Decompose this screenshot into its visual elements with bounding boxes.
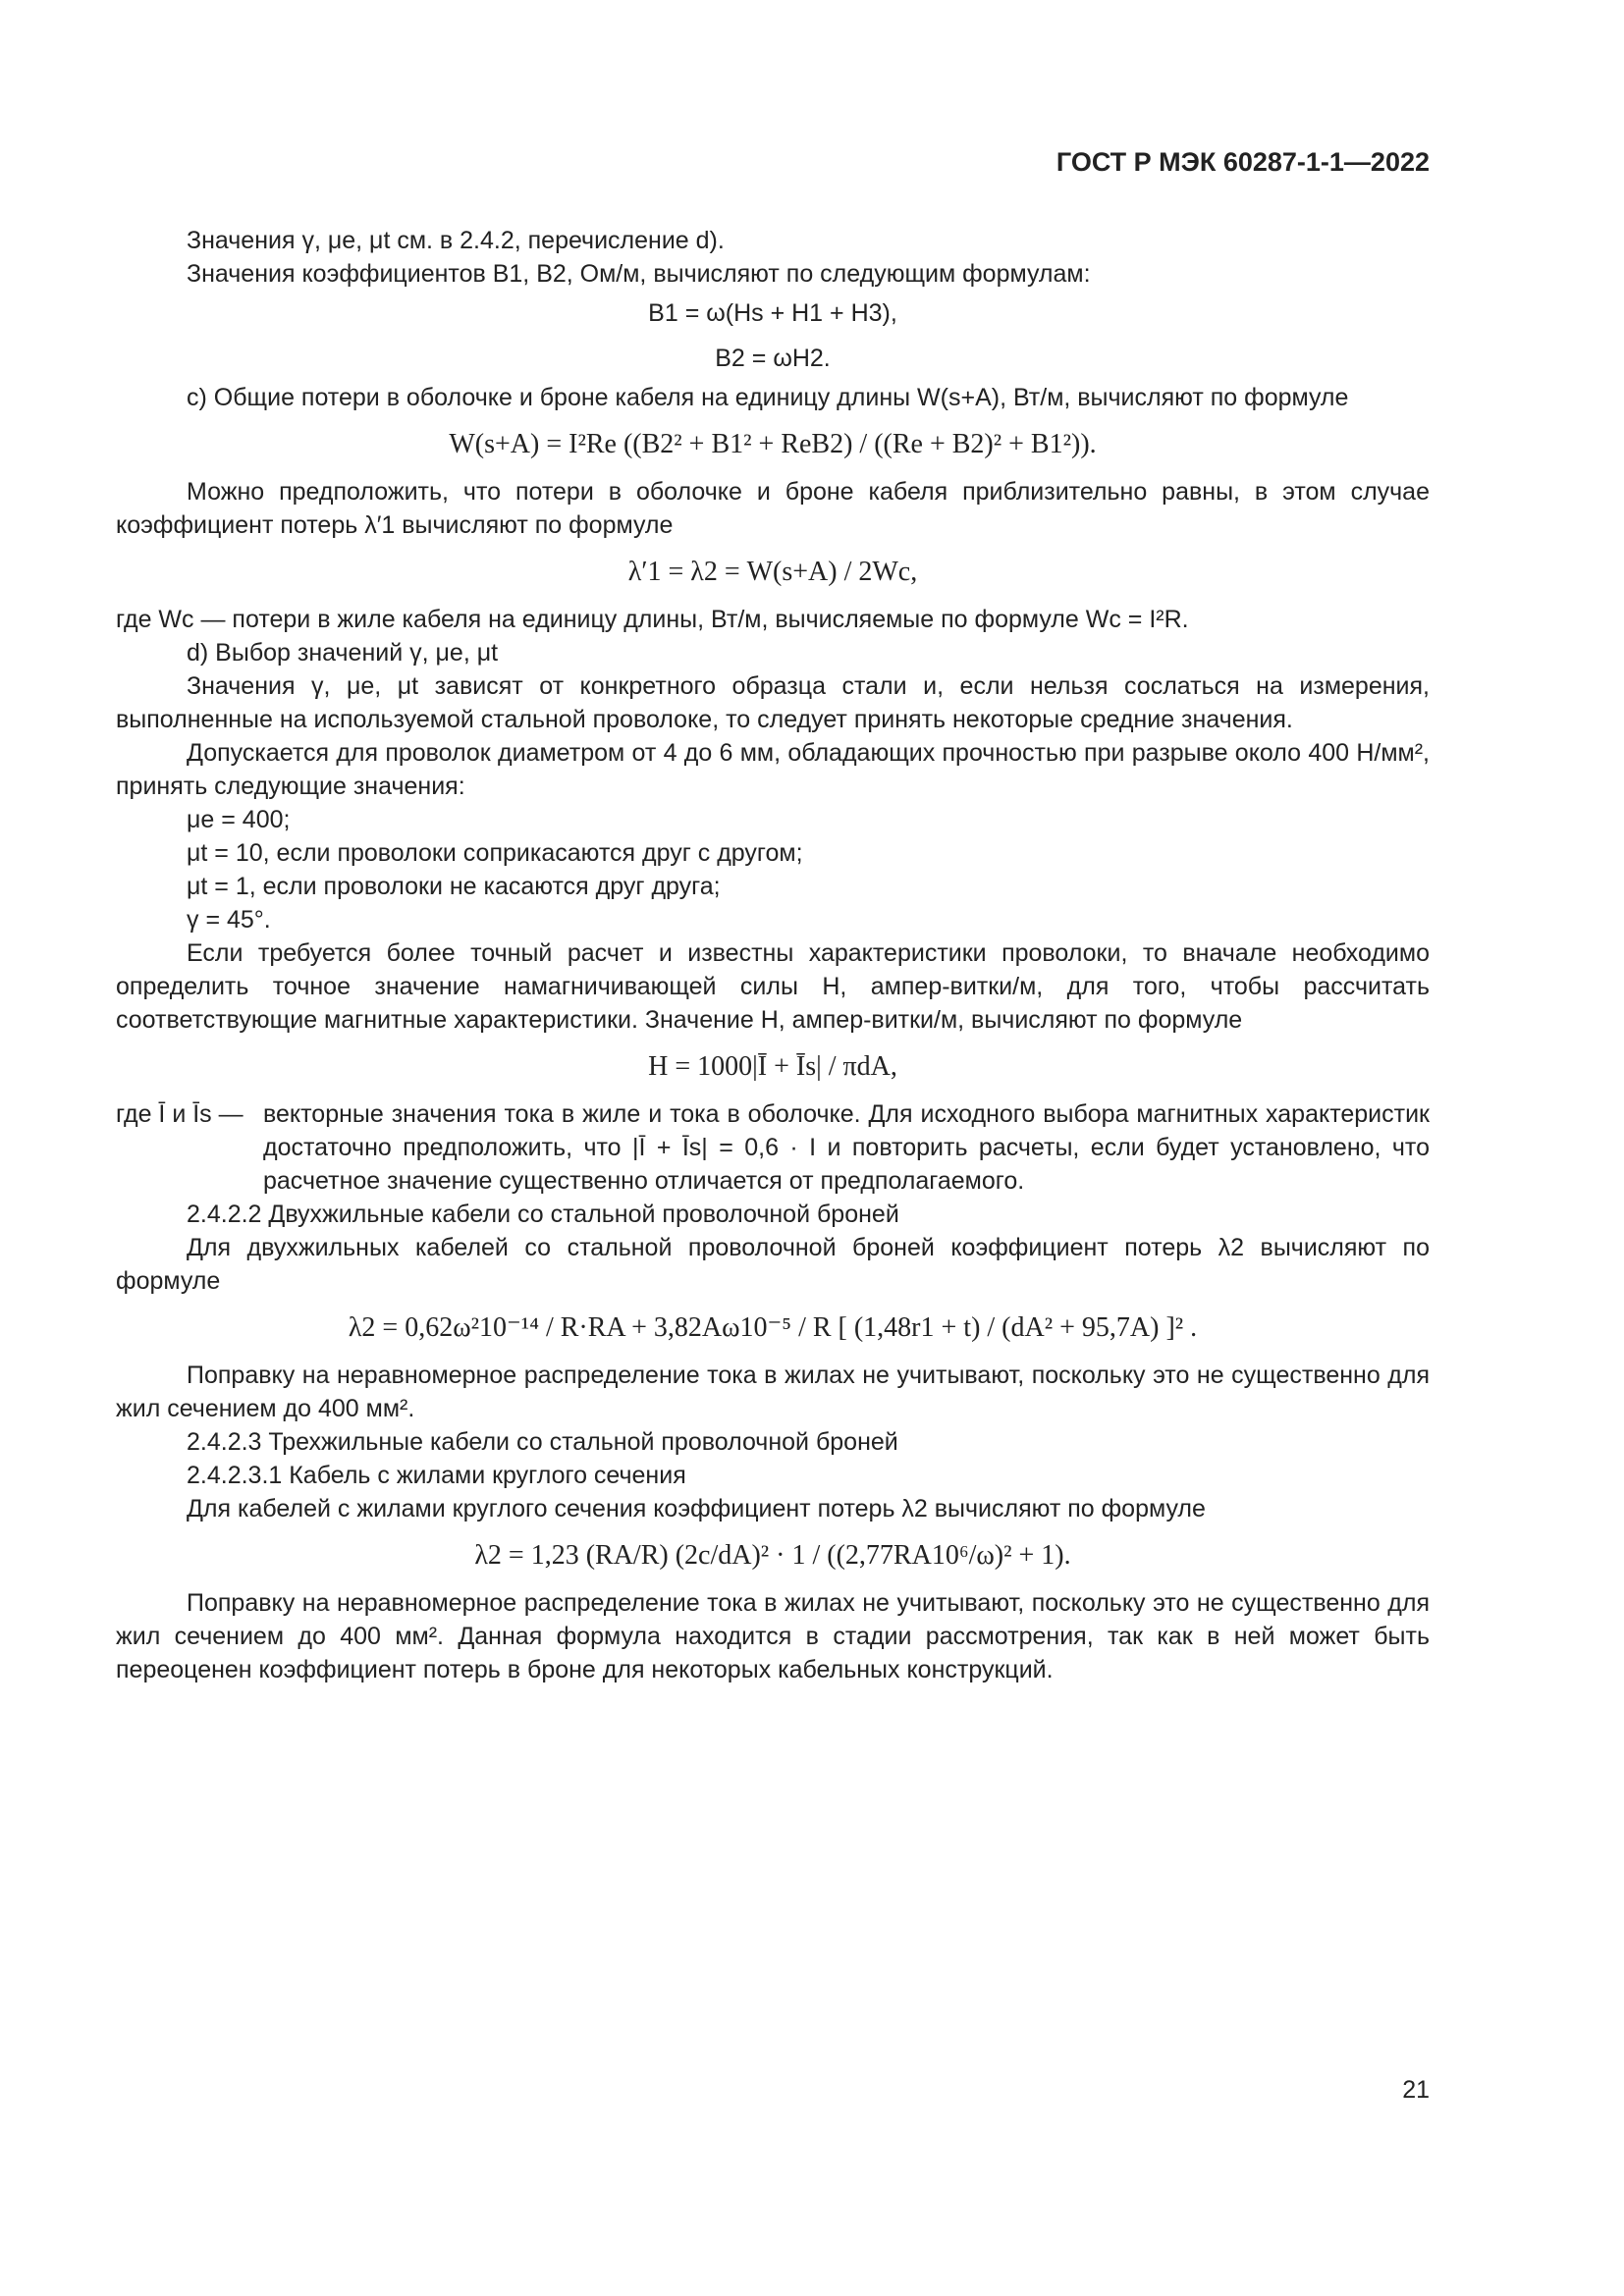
value-line: γ = 45°. bbox=[187, 906, 271, 934]
para: Для кабелей с жилами круглого сечения коэффициент потерь λ2 вычисляют по формуле bbox=[187, 1495, 1206, 1522]
para: Поправку на неравномерное распределение тока в жилах не учитывают, поскольку это не существенно для жил сечением до 400 мм². Данная формула находится в стадии рассмотрения, так как в ней может быть переоценен коэффициент потерь в броне для некоторых кабельных конструкций. bbox=[116, 1589, 1430, 1683]
para: Можно предположить, что потери в оболочке и броне кабеля приблизительно равны, в этом случае коэффициент потерь λ′1 вычисляют по формуле bbox=[116, 478, 1430, 539]
where-block bbox=[116, 1097, 1430, 1198]
formula: λ2 = 0,62ω²10⁻¹⁴ / R·RA + 3,82Aω10⁻⁵ / R [ (1,48r1 + t) / (dA² + 95,7A) ]² . bbox=[348, 1312, 1198, 1343]
para: d) Выбор значений γ, μe, μt bbox=[187, 639, 499, 667]
value-line: μe = 400; bbox=[187, 806, 291, 833]
doc-header: ГОСТ Р МЭК 60287-1-1—2022 bbox=[1056, 147, 1430, 177]
where-term: где Ī и Īs — bbox=[116, 1100, 244, 1128]
formula: H = 1000|Ī + Īs| / πdA, bbox=[648, 1051, 897, 1082]
para: Значения γ, μe, μt зависят от конкретного образца стали и, если нельзя сослаться на измерения, выполненные на используемой стальной проволоке, то следует принять некоторые средние значения. bbox=[116, 672, 1430, 733]
para: c) Общие потери в оболочке и броне кабеля на единицу длины W(s+A), Вт/м, вычисляют по формуле bbox=[187, 384, 1349, 411]
formula: B1 = ω(Hs + H1 + H3), bbox=[648, 299, 897, 327]
value-line: μt = 10, если проволоки соприкасаются друг с другом; bbox=[187, 839, 803, 867]
page-body bbox=[116, 224, 1430, 1686]
formula: λ′1 = λ2 = W(s+A) / 2Wc, bbox=[627, 557, 918, 587]
page-number: 21 bbox=[1402, 2076, 1430, 2104]
formula: λ2 = 1,23 (RA/R) (2c/dA)² · 1 / ((2,77RA10⁶/ω)² + 1). bbox=[474, 1540, 1071, 1571]
formula: W(s+A) = I²Re ((B2² + B1² + ReB2) / ((Re + B2)² + B1²)). bbox=[449, 429, 1097, 459]
para: где Wc — потери в жиле кабеля на единицу длины, Вт/м, вычисляемые по формуле Wc = I²R. bbox=[116, 606, 1189, 633]
section-heading: 2.4.2.3.1 Кабель с жилами круглого сечения bbox=[187, 1462, 686, 1489]
para: Значения коэффициентов B1, B2, Ом/м, вычисляют по следующим формулам: bbox=[187, 260, 1091, 288]
section-heading: 2.4.2.2 Двухжильные кабели со стальной проволочной броней bbox=[187, 1201, 899, 1228]
where-def: векторные значения тока в жиле и тока в оболочке. Для исходного выбора магнитных характеристик достаточно предположить, что |Ī + Īs| = 0,6 · I и повторить расчеты, если будет установлено, что расчетное значение существенно отличается от предполагаемого. bbox=[263, 1100, 1430, 1195]
para: Для двухжильных кабелей со стальной проволочной броней коэффициент потерь λ2 вычисляют по формуле bbox=[116, 1234, 1430, 1295]
para: Если требуется более точный расчет и известны характеристики проволоки, то вначале необходимо определить точное значение намагничивающей силы H, ампер-витки/м, для того, чтобы рассчитать соответствующие магнитные характеристики. Значение H, ампер-витки/м, вычисляют по формуле bbox=[116, 939, 1430, 1034]
para: Значения γ, μe, μt см. в 2.4.2, перечисление d). bbox=[187, 227, 725, 254]
para: Допускается для проволок диаметром от 4 до 6 мм, обладающих прочностью при разрыве около 400 Н/мм², принять следующие значения: bbox=[116, 739, 1430, 800]
formula: B2 = ωH2. bbox=[715, 345, 831, 372]
section-heading: 2.4.2.3 Трехжильные кабели со стальной проволочной броней bbox=[187, 1428, 898, 1456]
para: Поправку на неравномерное распределение тока в жилах не учитывают, поскольку это не существенно для жил сечением до 400 мм². bbox=[116, 1362, 1430, 1422]
value-line: μt = 1, если проволоки не касаются друг друга; bbox=[187, 873, 721, 900]
